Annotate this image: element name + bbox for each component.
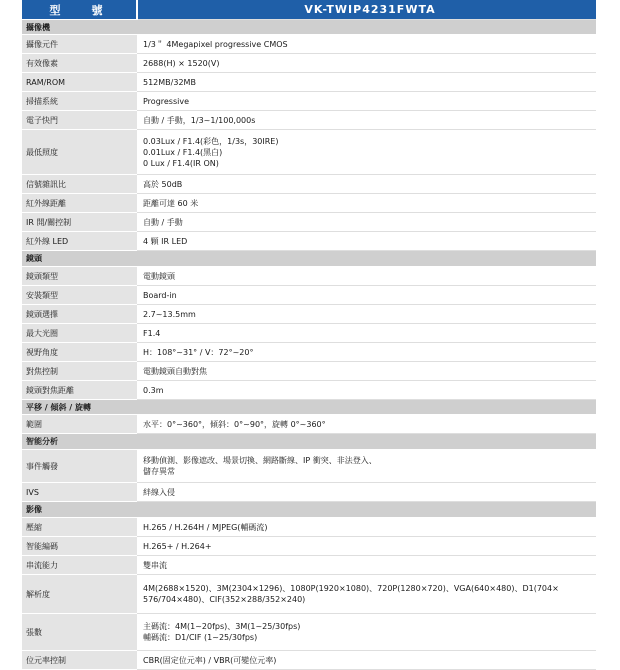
section-title: 攝像機 xyxy=(22,20,596,35)
spec-value-line: H：108°~31° / V：72°~20° xyxy=(143,347,254,357)
spec-value xyxy=(137,324,596,343)
section-title: 鏡頭 xyxy=(22,251,596,267)
spec-value xyxy=(137,213,596,232)
spec-value xyxy=(137,175,596,194)
spec-row xyxy=(22,415,596,434)
spec-label: 電子快門 xyxy=(22,111,137,130)
spec-value-line: H.265+ / H.264+ xyxy=(143,541,212,551)
spec-value xyxy=(137,92,596,111)
spec-row xyxy=(22,450,596,483)
spec-value-line: 電動鏡頭 xyxy=(143,271,175,281)
spec-label: 串流能力 xyxy=(22,556,137,575)
spec-value-line: 0.3m xyxy=(143,385,164,395)
spec-value-line: 高於 50dB xyxy=(143,179,183,189)
model-value: VK-TWIP4231FWTA xyxy=(137,0,596,20)
section-header xyxy=(22,20,596,35)
section-header xyxy=(22,251,596,267)
spec-value-line: 2.7~13.5mm xyxy=(143,309,196,319)
spec-value-line: 512MB/32MB xyxy=(143,77,196,87)
spec-row xyxy=(22,175,596,194)
spec-value-line: CBR(固定位元率) / VBR(可變位元率) xyxy=(143,655,277,665)
spec-value-line: 儲存異常 xyxy=(143,467,175,476)
spec-value xyxy=(137,651,596,670)
spec-table-body xyxy=(22,0,596,670)
spec-label: RAM/ROM xyxy=(22,73,137,92)
spec-row xyxy=(22,73,596,92)
spec-row xyxy=(22,518,596,537)
spec-row xyxy=(22,381,596,400)
spec-label: IVS xyxy=(22,483,137,502)
spec-value xyxy=(137,194,596,213)
spec-value xyxy=(137,54,596,73)
spec-value-line: 自動 / 手動，1/3~1/100,000s xyxy=(143,115,256,125)
spec-row xyxy=(22,232,596,251)
spec-label: 範圍 xyxy=(22,415,137,434)
spec-value xyxy=(137,450,596,483)
spec-value xyxy=(137,381,596,400)
section-title: 智能分析 xyxy=(22,434,596,450)
spec-row xyxy=(22,614,596,651)
spec-value-line: 電動鏡頭自動對焦 xyxy=(143,366,207,376)
spec-row xyxy=(22,286,596,305)
spec-row xyxy=(22,35,596,54)
spec-value-line: 移動偵測、影像遮改、場景切換、網路斷線、IP 衝突、非法登入、 xyxy=(143,456,377,465)
spec-value-line: 4 顆 IR LED xyxy=(143,236,188,246)
model-label: 型 號 xyxy=(22,0,137,20)
spec-value-line: 雙串流 xyxy=(143,560,167,570)
spec-label: IR 開/關控制 xyxy=(22,213,137,232)
spec-label: 掃描系統 xyxy=(22,92,137,111)
spec-value-line: H.265 / H.264H / MJPEG(輔碼流) xyxy=(143,522,268,532)
spec-value xyxy=(137,483,596,502)
spec-row xyxy=(22,362,596,381)
spec-value xyxy=(137,415,596,434)
spec-label: 紅外線 LED xyxy=(22,232,137,251)
spec-label: 信號雜訊比 xyxy=(22,175,137,194)
spec-value xyxy=(137,130,596,175)
spec-label: 攝像元件 xyxy=(22,35,137,54)
spec-row xyxy=(22,324,596,343)
spec-value-line: 576/704×480)、CIF(352×288/352×240) xyxy=(143,595,306,604)
spec-value xyxy=(137,232,596,251)
spec-value-line: F1.4 xyxy=(143,328,161,338)
spec-label: 解析度 xyxy=(22,575,137,614)
spec-table xyxy=(22,0,596,670)
spec-value-line: 自動 / 手動 xyxy=(143,217,183,227)
spec-value xyxy=(137,35,596,54)
spec-value xyxy=(137,111,596,130)
spec-value-line: 主碼流：4M(1~20fps)、3M(1~25/30fps) xyxy=(143,622,301,631)
spec-value xyxy=(137,286,596,305)
section-header xyxy=(22,502,596,518)
spec-label: 智能編碼 xyxy=(22,537,137,556)
spec-row xyxy=(22,537,596,556)
spec-value xyxy=(137,518,596,537)
spec-value xyxy=(137,267,596,286)
spec-row xyxy=(22,213,596,232)
spec-value xyxy=(137,556,596,575)
spec-value-line: 輔碼流：D1/CIF (1~25/30fps) xyxy=(143,633,258,642)
spec-value xyxy=(137,73,596,92)
spec-label: 視野角度 xyxy=(22,343,137,362)
spec-row xyxy=(22,343,596,362)
spec-label: 張數 xyxy=(22,614,137,651)
spec-row xyxy=(22,54,596,73)
header-row xyxy=(22,0,596,20)
spec-row xyxy=(22,194,596,213)
section-title: 平移 / 傾斜 / 旋轉 xyxy=(22,400,596,415)
spec-label: 位元率控制 xyxy=(22,651,137,670)
spec-row xyxy=(22,111,596,130)
section-header xyxy=(22,400,596,415)
spec-row xyxy=(22,305,596,324)
spec-value-line: 距離可達 60 米 xyxy=(143,198,199,208)
spec-label: 安裝類型 xyxy=(22,286,137,305)
spec-value xyxy=(137,362,596,381)
spec-label: 有效像素 xyxy=(22,54,137,73)
spec-value-line: 0 Lux / F1.4(IR ON) xyxy=(143,158,219,168)
spec-row xyxy=(22,92,596,111)
spec-value xyxy=(137,305,596,324)
spec-label: 紅外線距離 xyxy=(22,194,137,213)
spec-value-line: 1/3＂ 4Megapixel progressive CMOS xyxy=(143,39,288,49)
spec-value xyxy=(137,575,596,614)
spec-value-line: 2688(H) × 1520(V) xyxy=(143,58,220,68)
spec-label: 最大光圈 xyxy=(22,324,137,343)
spec-row xyxy=(22,267,596,286)
spec-value-line: 水平：0°~360°，傾斜：0°~90°，旋轉 0°~360° xyxy=(143,419,326,429)
spec-label: 鏡頭類型 xyxy=(22,267,137,286)
spec-row xyxy=(22,575,596,614)
section-header xyxy=(22,434,596,450)
spec-value-line: Progressive xyxy=(143,96,190,106)
section-title: 影像 xyxy=(22,502,596,518)
spec-row xyxy=(22,651,596,670)
spec-label: 鏡頭對焦距離 xyxy=(22,381,137,400)
spec-label: 對焦控制 xyxy=(22,362,137,381)
spec-value-line: 0.03Lux / F1.4(彩色，1/3s，30IRE) xyxy=(143,136,279,146)
spec-row xyxy=(22,483,596,502)
spec-row xyxy=(22,556,596,575)
spec-label: 最低照度 xyxy=(22,130,137,175)
spec-value-line: Board-in xyxy=(143,290,177,300)
spec-label: 鏡頭選擇 xyxy=(22,305,137,324)
spec-value-line: 4M(2688×1520)、3M(2304×1296)、1080P(1920×1080)、720P(1280×720)、VGA(640×480)、D1(704× xyxy=(143,584,559,593)
spec-value-line: 0.01Lux / F1.4(黑白) xyxy=(143,147,223,157)
spec-value xyxy=(137,537,596,556)
spec-row xyxy=(22,130,596,175)
spec-value-line: 絆線入侵 xyxy=(143,487,175,497)
spec-label: 事件觸發 xyxy=(22,450,137,483)
spec-label: 壓縮 xyxy=(22,518,137,537)
spec-value xyxy=(137,614,596,651)
spec-value xyxy=(137,343,596,362)
